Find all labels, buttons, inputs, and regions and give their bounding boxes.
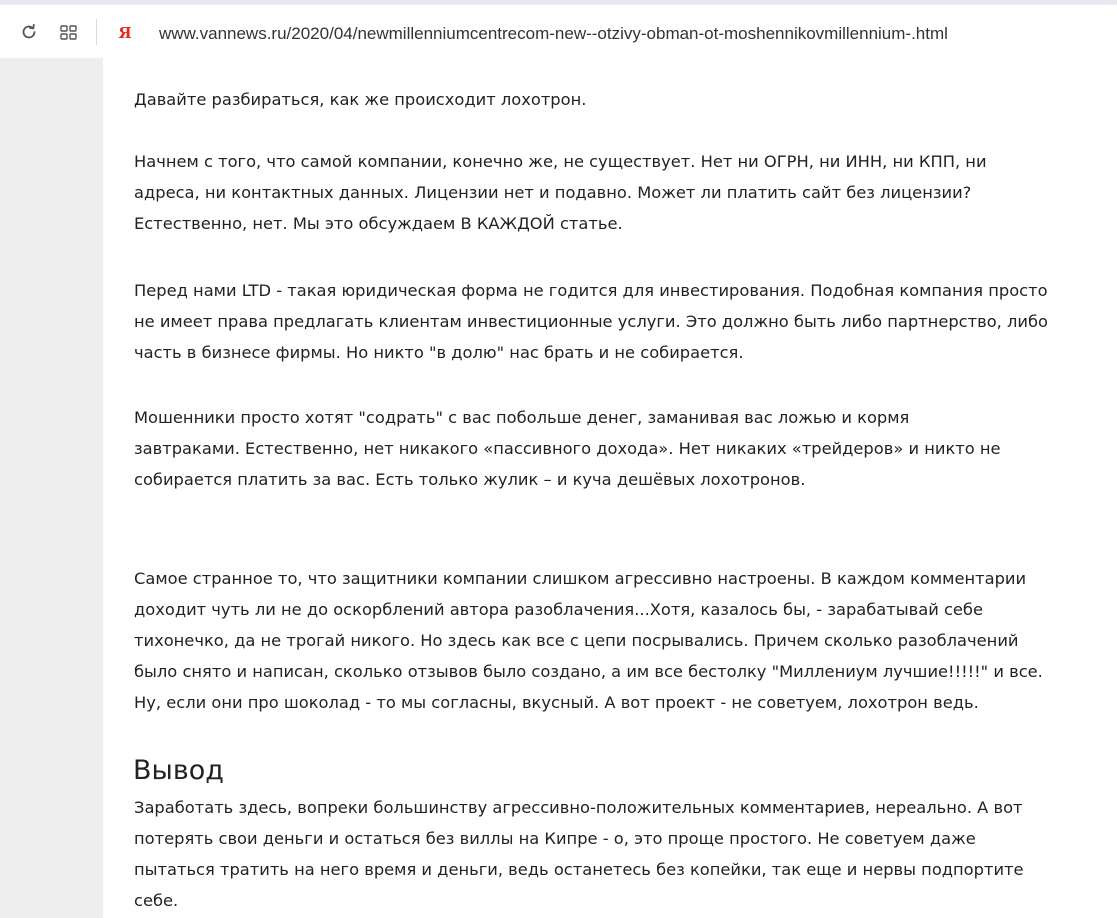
article-paragraph [134, 84, 1109, 115]
toolbar-divider [96, 19, 97, 45]
paragraph-line: адреса, ни контактных данных. Лицензии нет и подавно. Может ли платить сайт без лицензии? [134, 183, 972, 202]
paragraph-line: не имеет права предлагать клиентам инвестиционные услуги. Это должно быть либо партнерство, либо [134, 312, 1048, 331]
reload-icon[interactable] [20, 23, 38, 41]
paragraph-line: Естественно, нет. Мы это обсуждаем В КАЖДОЙ статье. [134, 214, 623, 233]
paragraph-line: часть в бизнесе фирмы. Но никто "в долю" нас брать и не собирается. [134, 343, 744, 362]
paragraph-line: Начнем с того, что самой компании, конечно же, не существует. Нет ни ОГРН, ни ИНН, ни КПП, ни [134, 152, 987, 171]
paragraph-line: себе. [134, 891, 179, 910]
article-paragraph [134, 792, 1109, 916]
paragraph-line: пытаться тратить на него время и деньги, ведь останетесь без копейки, так еще и нервы подпортите [134, 860, 1024, 879]
article-body [103, 58, 1117, 918]
paragraph-line: собирается платить за вас. Есть только жулик – и куча дешёвых лохотронов. [134, 470, 806, 489]
paragraph-line: Перед нами LTD - такая юридическая форма не годится для инвестирования. Подобная компания просто [134, 281, 1048, 300]
paragraph-line: Мошенники просто хотят "содрать" с вас побольше денег, заманивая вас ложью и кормя [134, 408, 910, 427]
paragraph-line: завтраками. Естественно, нет никакого «пассивного дохода». Нет никаких «трейдеров» и никто не [134, 439, 1001, 458]
article-paragraph [134, 563, 1109, 718]
paragraph-line: Самое странное то, что защитники компании слишком агрессивно настроены. В каждом комментарии [134, 569, 1027, 588]
article-paragraph [134, 275, 1109, 368]
paragraph-line: тихонечко, да не трогай никого. Но здесь как все с цепи посрывались. Причем сколько разоблачений [134, 631, 1019, 650]
article-paragraph [134, 146, 1109, 239]
section-heading-conclusion: Вывод [133, 755, 224, 786]
paragraph-line: Заработать здесь, вопреки большинству агрессивно-положительных комментариев, нереально. А вот [134, 798, 1023, 817]
yandex-favicon-icon: Я [118, 24, 132, 42]
address-bar[interactable]: www.vannews.ru/2020/04/newmillenniumcentrecom-new--otzivy-obman-ot-moshennikovmillennium-.html [159, 24, 948, 43]
page-left-gutter [0, 58, 103, 918]
paragraph-line: Давайте разбираться, как же происходит лохотрон. [134, 90, 587, 109]
browser-toolbar [0, 0, 1117, 58]
tabs-grid-icon[interactable] [60, 25, 78, 41]
paragraph-line: потерять свои деньги и остаться без виллы на Кипре - о, это проще простого. Не советуем даже [134, 829, 976, 848]
article-paragraph [134, 402, 1109, 495]
paragraph-line: доходит чуть ли не до оскорблений автора разоблачения...Хотя, казалось бы, - зарабатывай себе [134, 600, 983, 619]
paragraph-line: Ну, если они про шоколад - то мы согласны, вкусный. А вот проект - не советуем, лохотрон ведь. [134, 693, 979, 712]
paragraph-line: было снято и написан, сколько отзывов было создано, а им все бестолку "Миллениум лучшие!!!!!" и все. [134, 662, 1043, 681]
